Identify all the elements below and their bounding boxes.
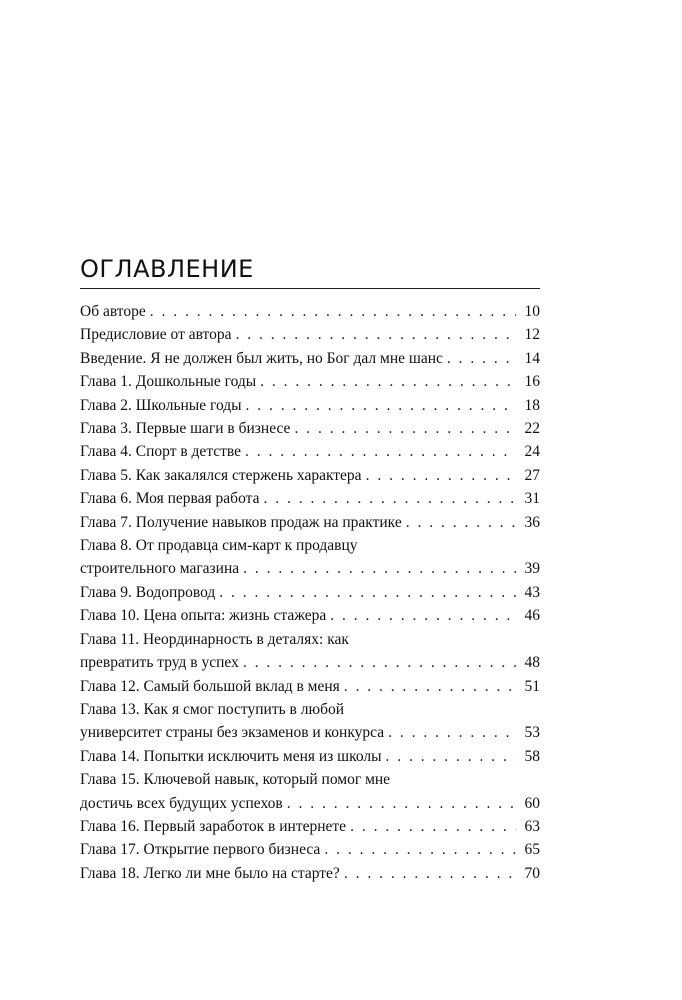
toc-entry <box>80 417 540 440</box>
toc-entry-line <box>80 323 540 346</box>
toc-page-number: 16 <box>524 373 540 391</box>
dot-leader <box>236 323 517 346</box>
toc-entry-line <box>80 557 540 580</box>
dot-leader <box>386 745 516 768</box>
toc-entry-line <box>80 300 540 323</box>
toc-entry <box>80 300 540 323</box>
toc-entry <box>80 815 540 838</box>
toc-page-number: 36 <box>524 513 540 531</box>
toc-entry-line <box>80 792 540 815</box>
dot-leader <box>350 815 516 838</box>
toc-entry-line <box>80 721 540 744</box>
toc-entry <box>80 323 540 346</box>
dot-leader <box>150 300 516 323</box>
toc-page-number: 53 <box>524 724 540 742</box>
toc-entry-line <box>80 651 540 674</box>
toc-entry-title: строительного магазина <box>80 560 240 578</box>
toc-entry-title: университет страны без экзаменов и конкурса <box>80 724 385 742</box>
toc-entry-title: Глава 4. Спорт в детстве <box>80 443 242 461</box>
toc-entry-title: Глава 10. Цена опыта: жизнь стажера <box>80 607 327 625</box>
toc-entry-line <box>80 394 540 417</box>
toc-page-number: 63 <box>524 817 540 835</box>
dot-leader <box>344 675 516 698</box>
toc-page-number: 58 <box>524 747 540 765</box>
toc-entry-line <box>80 862 540 885</box>
toc-entry-line <box>80 370 540 393</box>
toc-entry-title: Глава 12. Самый большой вклад в меня <box>80 677 340 695</box>
toc-entry-title: превратить труд в успех <box>80 654 239 672</box>
toc-entry-title: Глава 11. Неординарность в деталях: как <box>80 630 349 648</box>
toc-page-number: 46 <box>524 607 540 625</box>
toc-entry-line <box>80 604 540 627</box>
toc-entry <box>80 464 540 487</box>
toc-page-number: 60 <box>524 794 540 812</box>
toc-entry-title: Глава 16. Первый заработок в интернете <box>80 817 347 835</box>
toc-page-number: 22 <box>524 420 540 438</box>
toc-entry <box>80 487 540 510</box>
toc-entry <box>80 838 540 861</box>
toc-page-number: 48 <box>524 654 540 672</box>
toc-entry-title: Глава 13. Как я смог поступить в любой <box>80 700 344 718</box>
dot-leader <box>344 862 516 885</box>
toc-entry-line <box>80 487 540 510</box>
toc-entry <box>80 511 540 534</box>
toc-entry <box>80 347 540 370</box>
toc-entry <box>80 698 540 745</box>
toc-entry-title: Глава 3. Первые шаги в бизнесе <box>80 420 291 438</box>
toc-entry <box>80 675 540 698</box>
toc-entry-line <box>80 698 540 721</box>
toc-entry <box>80 394 540 417</box>
toc-entry <box>80 628 540 675</box>
toc-entry <box>80 604 540 627</box>
toc-page-number: 27 <box>524 466 540 484</box>
toc-entry-line <box>80 745 540 768</box>
toc-page-number: 14 <box>524 349 540 367</box>
toc-entry-line <box>80 838 540 861</box>
toc-entry-line <box>80 440 540 463</box>
dot-leader <box>287 792 516 815</box>
toc-entry <box>80 745 540 768</box>
toc-entry-title: Предисловие от автора <box>80 326 232 344</box>
toc-page-number: 65 <box>524 841 540 859</box>
dot-leader <box>447 347 516 370</box>
toc-page-number: 43 <box>524 583 540 601</box>
toc-page-number: 31 <box>524 490 540 508</box>
toc-entry <box>80 768 540 815</box>
toc-entry-title: Глава 1. Дошкольные годы <box>80 373 257 391</box>
dot-leader <box>388 721 516 744</box>
toc-page-number: 10 <box>524 303 540 320</box>
toc-entry-title: Введение. Я не должен был жить, но Бог дал мне шанс <box>80 349 443 367</box>
toc-entry-line <box>80 417 540 440</box>
dot-leader <box>246 394 516 417</box>
dot-leader <box>330 604 516 627</box>
toc-entry-title: Глава 7. Получение навыков продаж на практике <box>80 513 402 531</box>
toc-page-number: 51 <box>524 677 540 695</box>
toc-entry-title: Об авторе <box>80 303 146 320</box>
toc-entry <box>80 440 540 463</box>
toc-entry <box>80 370 540 393</box>
toc-entry-line <box>80 581 540 604</box>
toc-entry-title: Глава 9. Водопровод <box>80 583 216 601</box>
toc-entry <box>80 534 540 581</box>
toc-entry-title: Глава 14. Попытки исключить меня из школы <box>80 747 382 765</box>
toc-page-number: 24 <box>524 443 540 461</box>
toc-entry-line <box>80 675 540 698</box>
toc-entry-title: Глава 2. Школьные годы <box>80 396 242 414</box>
dot-leader <box>366 464 516 487</box>
toc-entry-title: достичь всех будущих успехов <box>80 794 283 812</box>
dot-leader <box>243 651 516 674</box>
dot-leader <box>260 370 516 393</box>
dot-leader <box>263 487 516 510</box>
toc-entry-line <box>80 768 540 791</box>
toc-page-number: 39 <box>524 560 540 578</box>
toc-entry-title: Глава 18. Легко ли мне было на старте? <box>80 864 340 882</box>
toc-entry-title: Глава 6. Моя первая работа <box>80 490 260 508</box>
dot-leader <box>245 440 516 463</box>
toc-entry <box>80 581 540 604</box>
dot-leader <box>243 557 516 580</box>
toc-entry-line <box>80 347 540 370</box>
toc-page-number: 18 <box>524 396 540 414</box>
toc-entry-line <box>80 534 540 557</box>
dot-leader <box>406 511 516 534</box>
toc-page-number: 70 <box>524 864 540 882</box>
toc-entry-line <box>80 464 540 487</box>
toc-entry-title: Глава 8. От продавца сим-карт к продавцу <box>80 537 358 555</box>
heading-underline <box>80 288 540 289</box>
dot-leader <box>294 417 516 440</box>
toc-entry-title: Глава 15. Ключевой навык, который помог мне <box>80 771 391 789</box>
toc-entry <box>80 862 540 885</box>
toc-page-number: 12 <box>524 326 540 344</box>
toc-heading: ОГЛАВЛЕНИЕ <box>80 255 254 283</box>
dot-leader <box>324 838 516 861</box>
dot-leader <box>219 581 516 604</box>
toc-entry-title: Глава 5. Как закалялся стержень характера <box>80 466 362 484</box>
toc-entry-title: Глава 17. Открытие первого бизнеса <box>80 841 321 859</box>
toc-entry-line <box>80 815 540 838</box>
toc-entry-line <box>80 511 540 534</box>
toc-list <box>80 300 540 885</box>
toc-entry-line <box>80 628 540 651</box>
